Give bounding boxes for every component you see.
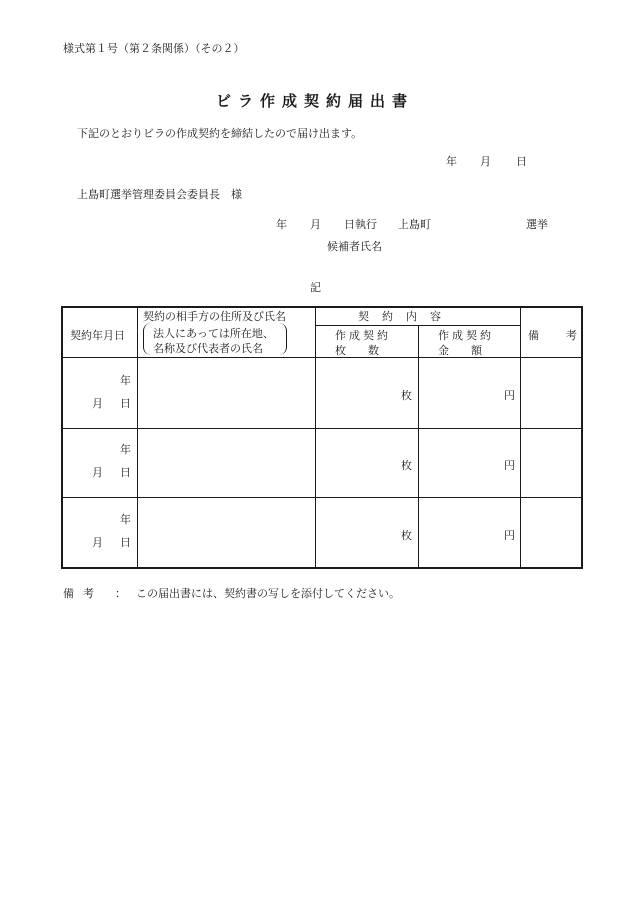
header-contract-date: 契約年月日 — [70, 329, 125, 342]
remarks-label: 備考 — [63, 587, 103, 600]
submission-date-month: 月 — [480, 155, 491, 168]
col-line-4 — [520, 307, 521, 568]
row1-day: 日 — [120, 397, 131, 410]
row3-day: 日 — [120, 536, 131, 549]
row2-amount-unit: 円 — [504, 459, 515, 472]
header-remarks: 備 考 — [528, 329, 585, 342]
execution-town: 上島町 — [398, 218, 431, 231]
row2-day: 日 — [120, 466, 131, 479]
header-amount-2: 金 額 — [438, 344, 482, 357]
row3-month: 月 — [92, 536, 103, 549]
submission-date-day: 日 — [516, 155, 527, 168]
row2-year: 年 — [120, 443, 131, 456]
addressee: 上島町選挙管理委員会委員長 様 — [77, 188, 242, 201]
row-line-header — [62, 357, 582, 358]
col-line-2 — [315, 307, 316, 568]
header-party-note-2: 名称及び代表者の氏名 — [153, 342, 263, 355]
header-count-1: 作成契約 — [335, 329, 391, 342]
row-line-1 — [62, 428, 582, 429]
row3-count-unit: 枚 — [401, 529, 412, 542]
table-border-left — [61, 306, 63, 569]
row1-count-unit: 枚 — [401, 389, 412, 402]
execution-year: 年 — [276, 218, 287, 231]
page-title: ビラ作成契約届出書 — [215, 92, 414, 110]
intro-text: 下記のとおりビラの作成契約を締結したので届け出ます。 — [77, 127, 363, 140]
table-border-top — [61, 306, 583, 308]
election-label: 選挙 — [526, 218, 548, 231]
row1-month: 月 — [92, 397, 103, 410]
row2-month: 月 — [92, 466, 103, 479]
execution-day: 日執行 — [344, 218, 377, 231]
remarks-colon: ： — [115, 587, 126, 600]
row1-year: 年 — [120, 374, 131, 387]
form-number: 様式第１号（第２条関係）（その２） — [63, 42, 245, 55]
row-line-2 — [62, 497, 582, 498]
row-line-subheader — [315, 325, 521, 326]
row1-amount-unit: 円 — [504, 389, 515, 402]
ki-heading: 記 — [310, 281, 321, 294]
table-border-right — [581, 306, 583, 569]
candidate-name-label: 候補者氏名 — [327, 240, 382, 253]
header-amount-1: 作成契約 — [438, 329, 494, 342]
col-line-1 — [137, 307, 138, 568]
table-border-bottom — [61, 567, 583, 569]
submission-date-year: 年 — [446, 155, 457, 168]
header-count-2: 枚 数 — [335, 344, 379, 357]
row3-year: 年 — [120, 513, 131, 526]
row2-count-unit: 枚 — [401, 459, 412, 472]
header-party-note-1: 法人にあっては所在地、 — [153, 327, 274, 340]
execution-month: 月 — [310, 218, 321, 231]
remarks-note — [63, 585, 400, 601]
remarks-text: この届出書には、契約書の写しを添付してください。 — [136, 587, 400, 600]
header-party: 契約の相手方の住所及び氏名 — [143, 310, 286, 323]
header-contract-content: 契 約 内 容 — [358, 310, 442, 323]
row3-amount-unit: 円 — [504, 529, 515, 542]
col-line-3 — [418, 326, 419, 568]
